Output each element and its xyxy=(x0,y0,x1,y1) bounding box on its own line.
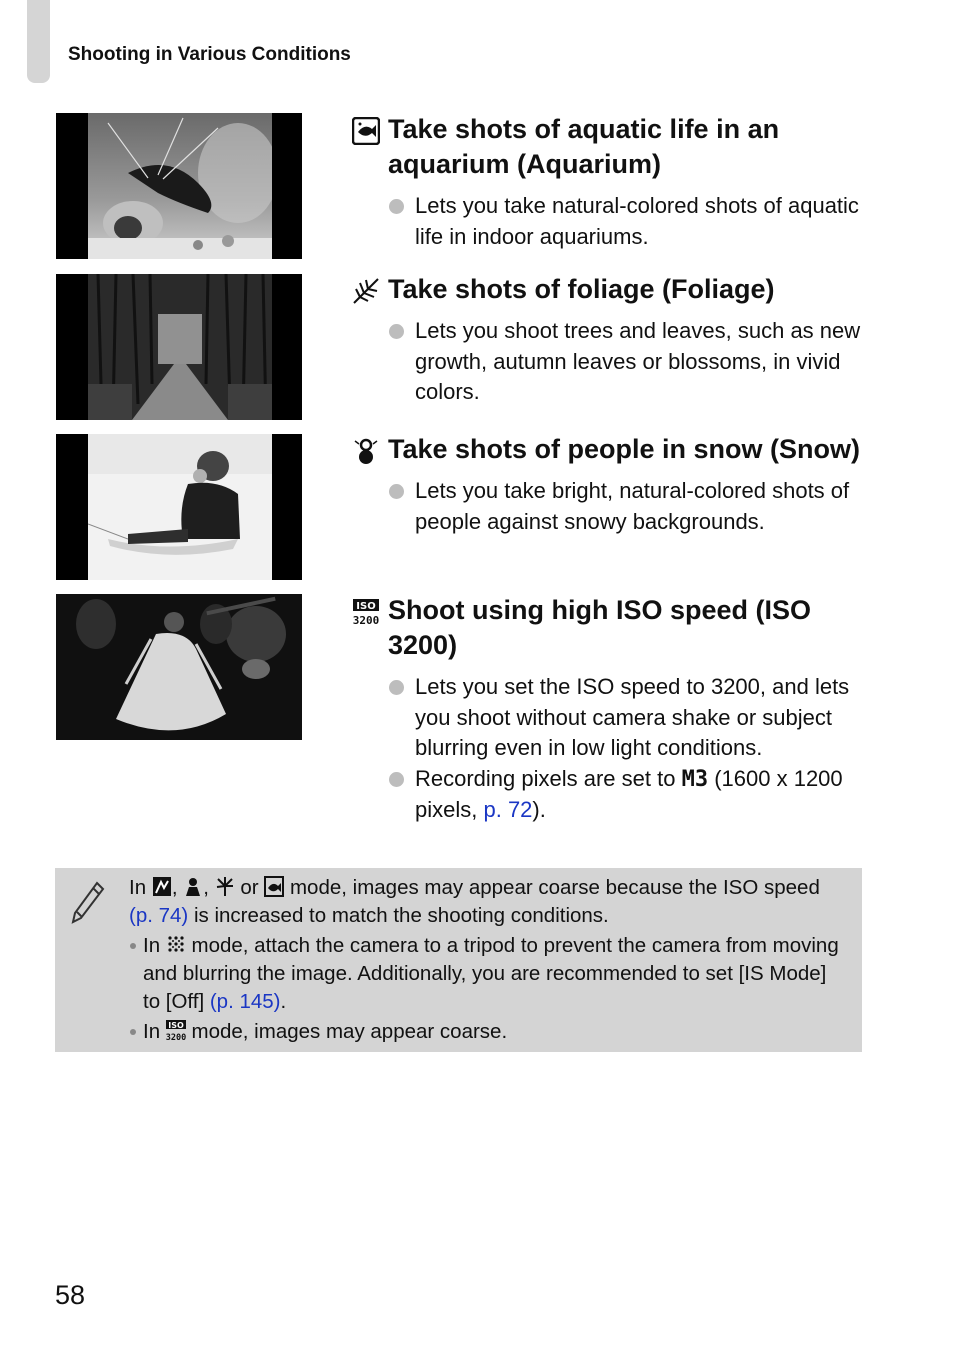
bullet-dot xyxy=(389,772,404,787)
snow-photo xyxy=(56,434,302,580)
pencil-note-icon xyxy=(69,880,105,924)
note-box xyxy=(55,868,862,1052)
bullet-item: Lets you shoot trees and leaves, such as new growth, autumn leaves or blossoms, in vivid colors. xyxy=(352,316,872,408)
aquarium-icon xyxy=(352,117,380,145)
section-title: ISO 3200 Shoot using high ISO speed (ISO 3200) xyxy=(352,595,812,660)
snow-icon xyxy=(352,437,380,465)
iso-3200-icon xyxy=(166,1020,186,1041)
foliage-photo xyxy=(56,274,302,420)
night-scene-icon xyxy=(152,876,172,897)
bullet-item: Lets you take bright, natural-colored shots of people against snowy backgrounds. xyxy=(352,476,872,537)
svg-text:3200: 3200 xyxy=(165,1033,186,1041)
foliage-icon xyxy=(352,277,380,305)
bullet-dot xyxy=(130,943,136,949)
section-iso-3200 xyxy=(352,593,872,826)
section-aquarium xyxy=(352,112,872,252)
note-bullet: In mode, attach the camera to a tripod to prevent the camera from moving and blurring the image. Additionally, you are recommended to set [IS Mode] to [Off] (p. 145). xyxy=(129,932,849,1016)
iso-3200-icon xyxy=(352,598,380,626)
chapter-tab xyxy=(27,0,50,83)
page-link-74[interactable]: (p. 74) xyxy=(129,904,189,927)
page-link-72[interactable]: p. 72 xyxy=(483,797,533,822)
aquarium-icon xyxy=(264,876,284,897)
fireworks-mode-icon xyxy=(166,934,186,955)
aquarium-photo xyxy=(56,113,302,259)
svg-text:3200: 3200 xyxy=(352,614,380,626)
bullet-item: Lets you set the ISO speed to 3200, and lets you shoot without camera shake or subject blurring even in low light conditions. xyxy=(352,672,872,764)
note-intro: In , , or mode, images may appear coarse because the ISO speed (p. 74) is increased to match the shooting conditions. xyxy=(129,876,820,927)
section-title: Take shots of people in snow (Snow) xyxy=(352,432,872,467)
svg-text:ISO: ISO xyxy=(168,1021,184,1030)
bullet-dot xyxy=(389,199,404,214)
section-foliage xyxy=(352,272,872,408)
recording-size-m3-icon: M3 xyxy=(681,766,709,792)
iso-3200-photo xyxy=(56,594,302,740)
fireworks-icon xyxy=(215,876,235,897)
bullet-item: Lets you take natural-colored shots of aquatic life in indoor aquariums. xyxy=(352,191,872,252)
section-snow xyxy=(352,432,872,537)
bullet-dot xyxy=(130,1029,136,1035)
bullet-item: Recording pixels are set to M3 (1600 x 1200 pixels, p. 72). xyxy=(352,764,872,826)
svg-text:ISO: ISO xyxy=(356,601,376,612)
note-bullet: In ISO 3200 mode, images may appear coarse. xyxy=(129,1018,849,1046)
bullet-dot xyxy=(389,484,404,499)
bullet-dot xyxy=(389,324,404,339)
page-number: 58 xyxy=(55,1280,86,1310)
running-header: Shooting in Various Conditions xyxy=(68,44,351,65)
page-link-145[interactable]: (p. 145) xyxy=(209,990,281,1013)
bullet-dot xyxy=(389,680,404,695)
section-title: Take shots of aquatic life in an aquarium (Aquarium) xyxy=(352,112,872,182)
indoor-icon xyxy=(183,876,203,897)
section-title: Take shots of foliage (Foliage) xyxy=(352,272,872,307)
